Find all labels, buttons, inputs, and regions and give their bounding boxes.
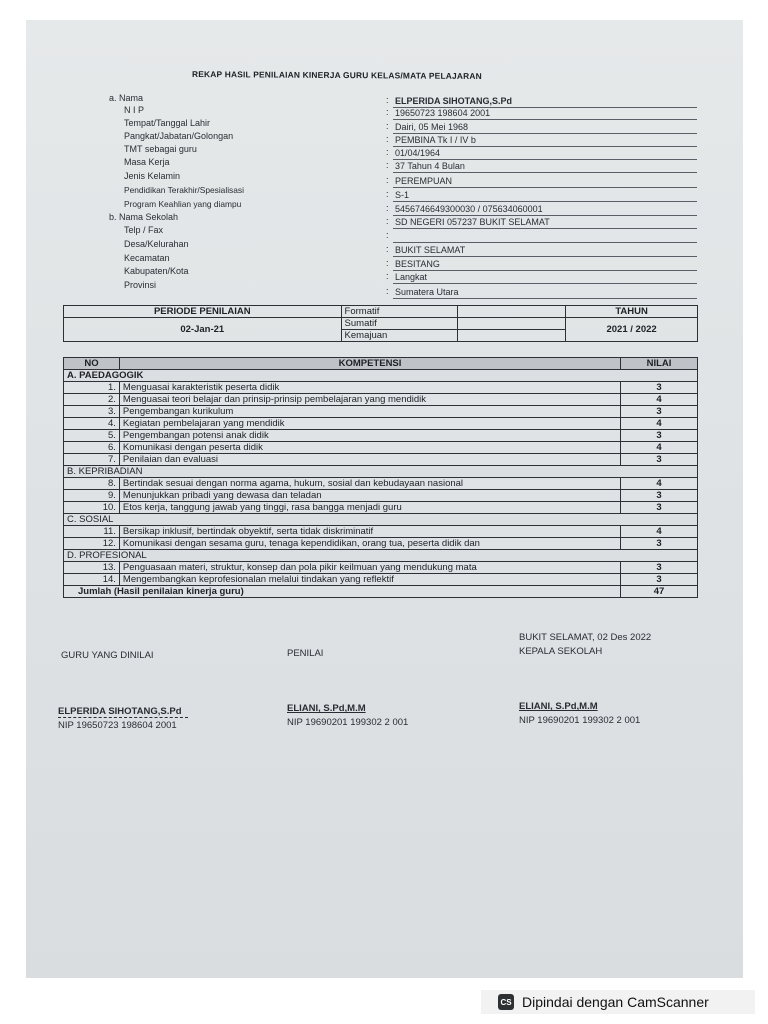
competency-table	[63, 357, 698, 598]
identity-colon: :	[386, 285, 389, 296]
identity-colon: :	[386, 216, 389, 227]
row-competency: Penilaian dan evaluasi	[119, 454, 620, 466]
table-row	[64, 526, 698, 538]
identity-label: a. Nama	[109, 93, 144, 103]
identity-colon: :	[386, 133, 389, 144]
identity-underline	[393, 242, 697, 243]
row-number: 13.	[64, 562, 120, 574]
period-date: 02-Jan-21	[64, 318, 342, 342]
identity-colon: :	[386, 188, 389, 199]
identity-value: BUKIT SELAMAT	[395, 244, 466, 255]
row-score: 3	[621, 538, 698, 550]
table-row	[64, 538, 698, 550]
penilai-name: ELIANI, S.Pd,M.M	[287, 703, 366, 714]
row-score: 4	[621, 442, 698, 454]
period-year: 2021 / 2022	[566, 318, 698, 342]
kepsek-title: KEPALA SEKOLAH	[519, 646, 603, 657]
table-row	[64, 418, 698, 430]
guru-title: GURU YANG DINILAI	[61, 650, 154, 661]
row-number: 10.	[64, 502, 120, 514]
identity-underline	[393, 187, 697, 188]
row-score: 3	[621, 502, 698, 514]
row-number: 11.	[64, 526, 120, 538]
identity-value: PEREMPUAN	[395, 175, 453, 186]
section-name: C. SOSIAL	[64, 514, 698, 526]
section-name: D. PROFESIONAL	[64, 550, 698, 562]
identity-label: b. Nama Sekolah	[109, 212, 179, 222]
table-row	[64, 394, 698, 406]
identity-colon: :	[386, 258, 389, 268]
row-score: 3	[621, 406, 698, 418]
identity-label: N I P	[124, 105, 145, 115]
period-check-formatif	[458, 306, 566, 318]
kepsek-name: ELIANI, S.Pd,M.M	[519, 701, 598, 712]
row-competency: Etos kerja, tanggung jawab yang tinggi, rasa bangga menjadi guru	[119, 502, 620, 514]
identity-label: TMT sebagai guru	[124, 144, 197, 154]
row-number: 2.	[64, 394, 120, 406]
identity-underline	[393, 270, 697, 271]
penilai-nip: NIP 19690201 199302 2 001	[287, 717, 409, 728]
total-label: Jumlah (Hasil penilaian kinerja guru)	[64, 586, 621, 598]
row-competency: Bertindak sesuai dengan norma agama, hukum, sosial dan kebudayaan nasional	[119, 478, 620, 490]
row-competency: Pengembangan kurikulum	[119, 406, 620, 418]
row-competency: Mengembangkan keprofesionalan melalui tindakan yang reflektif	[119, 574, 620, 586]
row-number: 5.	[64, 430, 120, 442]
col-nilai-header: NILAI	[621, 358, 698, 370]
document-title: REKAP HASIL PENILAIAN KINERJA GURU KELAS/MATA PELAJARAN	[192, 68, 482, 82]
row-competency: Menguasai karakteristik peserta didik	[119, 382, 620, 394]
identity-label: Kecamatan	[124, 253, 170, 263]
col-kompetensi-header: KOMPETENSI	[119, 358, 620, 370]
identity-label: Pendidikan Terakhir/Spesialisasi	[124, 185, 244, 195]
section-name: A. PAEDAGOGIK	[64, 370, 698, 382]
row-number: 8.	[64, 478, 120, 490]
identity-label: Kabupaten/Kota	[124, 266, 189, 276]
year-header: TAHUN	[566, 306, 698, 318]
table-row	[64, 442, 698, 454]
identity-colon: :	[386, 147, 389, 157]
identity-colon: :	[386, 243, 389, 254]
guru-nip: NIP 19650723 198604 2001	[58, 720, 177, 731]
row-number: 6.	[64, 442, 120, 454]
identity-value: Dairi, 05 Mei 1968	[395, 121, 469, 132]
identity-label: Jenis Kelamin	[124, 171, 181, 181]
identity-value: SD NEGERI 057237 BUKIT SELAMAT	[395, 217, 550, 228]
identity-colon: :	[386, 120, 389, 131]
identity-value: ELPERIDA SIHOTANG,S.Pd	[395, 96, 513, 106]
row-competency: Komunikasi dengan sesama guru, tenaga kependidikan, orang tua, peserta didik dan	[119, 538, 620, 550]
row-score: 3	[621, 562, 698, 574]
identity-underline	[393, 146, 697, 147]
identity-label: Masa Kerja	[124, 157, 170, 167]
identity-underline	[393, 201, 697, 202]
identity-label: Desa/Kelurahan	[124, 239, 189, 249]
identity-underline	[393, 256, 697, 257]
period-check-sumatif	[458, 318, 566, 330]
identity-colon: :	[386, 203, 389, 213]
identity-label: Program Keahlian yang diampu	[124, 199, 242, 209]
identity-value: S-1	[395, 189, 410, 200]
place-date: BUKIT SELAMAT, 02 Des 2022	[519, 632, 652, 643]
row-competency: Komunikasi dengan peserta didik	[119, 442, 620, 454]
table-row	[64, 574, 698, 586]
row-competency: Menunjukkan pribadi yang dewasa dan teladan	[119, 490, 620, 502]
identity-colon: :	[386, 107, 389, 118]
identity-value: 37 Tahun 4 Bulan	[395, 161, 465, 172]
row-score: 4	[621, 478, 698, 490]
identity-colon: :	[386, 95, 389, 105]
row-score: 4	[621, 418, 698, 430]
identity-underline	[393, 228, 697, 229]
table-row	[64, 478, 698, 490]
identity-label: Tempat/Tanggal Lahir	[124, 118, 211, 128]
section-name: B. KEPRIBADIAN	[64, 466, 698, 478]
row-number: 14.	[64, 574, 120, 586]
identity-colon: :	[386, 271, 389, 282]
identity-underline	[393, 215, 697, 216]
row-score: 3	[621, 490, 698, 502]
identity-value: Sumatera Utara	[395, 286, 459, 297]
row-number: 12.	[64, 538, 120, 550]
identity-value: 19650723 198604 2001	[395, 108, 491, 119]
row-competency: Bersikap inklusif, bertindak obyektif, serta tidak diskriminatif	[119, 526, 620, 538]
identity-value: 5456746649300030 / 075634060001	[395, 204, 543, 214]
row-score: 3	[621, 574, 698, 586]
row-score: 3	[621, 430, 698, 442]
identity-underline	[393, 133, 697, 134]
table-row	[64, 490, 698, 502]
identity-underline	[393, 159, 697, 160]
identity-underline	[393, 119, 697, 120]
row-number: 4.	[64, 418, 120, 430]
identity-underline	[393, 172, 697, 173]
camscanner-logo-icon: CS	[498, 994, 514, 1010]
identity-value: PEMBINA Tk I / IV b	[395, 134, 476, 145]
identity-value: BESITANG	[395, 259, 440, 269]
period-header: PERIODE PENILAIAN	[64, 306, 342, 318]
section-row	[64, 550, 698, 562]
period-check-kemajuan	[458, 330, 566, 342]
identity-colon: :	[386, 174, 389, 185]
identity-underline	[393, 298, 697, 299]
identity-underline	[393, 283, 697, 284]
row-score: 3	[621, 382, 698, 394]
section-row	[64, 370, 698, 382]
section-row	[64, 466, 698, 478]
camscanner-watermark	[481, 990, 755, 1014]
row-competency: Penguasaan materi, struktur, konsep dan pola pikir keilmuan yang mendukung mata	[119, 562, 620, 574]
identity-colon: :	[386, 160, 389, 171]
period-type-kemajuan: Kemajuan	[341, 330, 458, 342]
camscanner-text: Dipindai dengan CamScanner	[522, 994, 709, 1010]
table-row	[64, 430, 698, 442]
section-row	[64, 514, 698, 526]
identity-value: 01/04/1964	[395, 148, 441, 158]
identity-colon: :	[386, 229, 389, 240]
row-number: 9.	[64, 490, 120, 502]
total-score: 47	[621, 586, 698, 598]
table-row	[64, 454, 698, 466]
kepsek-nip: NIP 19690201 199302 2 001	[519, 715, 641, 726]
penilai-title: PENILAI	[287, 648, 324, 659]
identity-value: Langkat	[395, 272, 428, 283]
table-header-row	[64, 358, 698, 370]
row-score: 4	[621, 394, 698, 406]
identity-label: Provinsi	[124, 280, 157, 290]
table-row	[64, 406, 698, 418]
period-type-formatif: Formatif	[341, 306, 458, 318]
identity-label: Pangkat/Jabatan/Golongan	[124, 131, 234, 141]
table-row	[64, 562, 698, 574]
row-competency: Pengembangan potensi anak didik	[119, 430, 620, 442]
row-competency: Kegiatan pembelajaran yang mendidik	[119, 418, 620, 430]
total-row	[64, 586, 698, 598]
row-number: 1.	[64, 382, 120, 394]
table-row	[64, 382, 698, 394]
guru-name: ELPERIDA SIHOTANG,S.Pd	[58, 706, 188, 718]
row-competency: Menguasai teori belajar dan prinsip-prinsip pembelajaran yang mendidik	[119, 394, 620, 406]
period-table	[63, 305, 698, 342]
row-score: 3	[621, 454, 698, 466]
row-score: 4	[621, 526, 698, 538]
period-type-sumatif: Sumatif	[341, 318, 458, 330]
row-number: 3.	[64, 406, 120, 418]
table-row	[64, 502, 698, 514]
col-no-header: NO	[64, 358, 120, 370]
identity-label: Telp / Fax	[124, 225, 164, 235]
row-number: 7.	[64, 454, 120, 466]
